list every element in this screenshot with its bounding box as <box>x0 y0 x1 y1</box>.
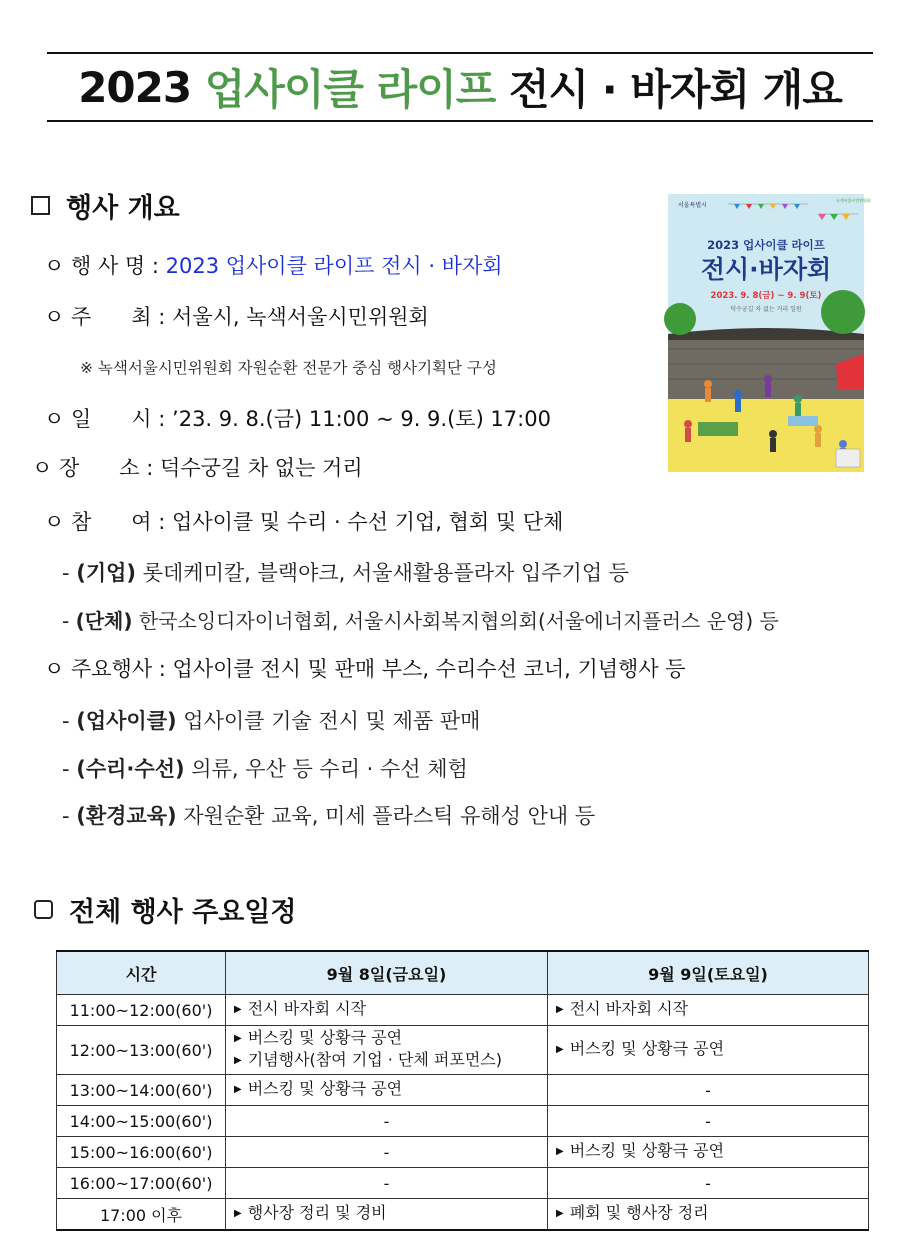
document-title <box>47 52 873 122</box>
schedule-event <box>234 1028 539 1050</box>
time-cell: 15:00~16:00(60') <box>57 1137 226 1168</box>
section-schedule-heading <box>34 890 296 929</box>
time-cell: 12:00~13:00(60') <box>57 1026 226 1075</box>
schedule-table <box>56 950 869 1231</box>
time-cell: 14:00~15:00(60') <box>57 1106 226 1137</box>
schedule-event <box>234 1050 539 1072</box>
time-cell: 17:00 이후 <box>57 1199 226 1231</box>
schedule-event-text: 행사장 정리 및 경비 <box>247 1203 387 1222</box>
bullet-triangle-icon: ▶ <box>556 1044 564 1055</box>
participants-value: 업사이클 및 수리 · 수선 기업, 협회 및 단체 <box>172 510 564 534</box>
day2-cell <box>548 1026 869 1075</box>
time-cell: 11:00~12:00(60') <box>57 995 226 1026</box>
event-name-label: ㅇ 행 사 명 : <box>44 254 159 278</box>
day2-cell: - <box>548 1106 869 1137</box>
schedule-event-text: 버스킹 및 상황극 공연 <box>247 1079 403 1098</box>
poster-logo: 서울특별시 <box>678 202 707 209</box>
table-row <box>57 1168 869 1199</box>
main-event-tag: (수리·수선) <box>76 757 185 781</box>
table-row <box>57 995 869 1026</box>
main-event-text: 업사이클 기술 전시 및 제품 판매 <box>183 709 481 733</box>
participant-text: 한국소잉디자이너협회, 서울시사회복지협의회(서울에너지플러스 운영) 등 <box>138 609 779 633</box>
schedule-event <box>556 999 860 1021</box>
section-overview-title: 행사 개요 <box>66 193 180 224</box>
schedule-event-text: 전시 바자회 시작 <box>569 999 689 1018</box>
table-row <box>57 1075 869 1106</box>
day2-cell <box>548 1199 869 1231</box>
schedule-event <box>556 1141 860 1163</box>
participant-item: - (단체) 한국소잉디자이너협회, 서울시사회복지협의회(서울에너지플러스 운영) 등 <box>62 609 779 633</box>
host-note: ※ 녹색서울시민위원회 자원순환 전문가 중심 행사기획단 구성 <box>80 359 497 377</box>
table-row <box>57 1026 869 1075</box>
time-cell: 16:00~17:00(60') <box>57 1168 226 1199</box>
date-label: ㅇ 일 시 : <box>44 407 166 431</box>
participants-label: ㅇ 참 여 : <box>44 510 166 534</box>
table-row <box>57 1137 869 1168</box>
schedule-event <box>234 999 539 1021</box>
day1-cell <box>226 1199 548 1231</box>
schedule-event-text: 버스킹 및 상황극 공연 <box>569 1039 725 1058</box>
bullet-triangle-icon: ▶ <box>234 1004 242 1015</box>
main-event-item: - (업사이클) 업사이클 기술 전시 및 제품 판매 <box>62 709 481 733</box>
title-rest: 전시 · 바자회 개요 <box>508 65 842 114</box>
main-event-label: ㅇ 주요행사 : <box>44 657 166 681</box>
section-schedule-title: 전체 행사 주요일정 <box>69 897 297 928</box>
title-year: 2023 <box>78 62 192 112</box>
day1-cell <box>226 1075 548 1106</box>
bullet-triangle-icon: ▶ <box>234 1055 242 1066</box>
column-header-day1: 9월 8일(금요일) <box>226 951 548 995</box>
poster-place: 덕수궁길 차 없는 거리 일원 <box>730 306 802 313</box>
host-value: 서울시, 녹색서울시민위원회 <box>172 305 429 329</box>
place-label: ㅇ 장 소 : <box>32 456 154 480</box>
day1-cell: - <box>226 1137 548 1168</box>
schedule-event <box>556 1039 860 1061</box>
schedule-event <box>234 1203 539 1225</box>
main-event-text: 의류, 우산 등 수리 · 수선 체험 <box>191 757 468 781</box>
schedule-event-text: 버스킹 및 상황극 공연 <box>247 1028 403 1047</box>
place-line <box>32 452 363 482</box>
day1-cell: - <box>226 1106 548 1137</box>
time-cell: 13:00~14:00(60') <box>57 1075 226 1106</box>
table-row <box>57 1199 869 1231</box>
main-event-item: - (환경교육) 자원순환 교육, 미세 플라스틱 유해성 안내 등 <box>62 804 596 828</box>
day2-cell <box>548 995 869 1026</box>
participants-line <box>44 506 563 536</box>
participant-item: - (기업) 롯데케미칼, 블랙야크, 서울새활용플라자 입주기업 등 <box>62 561 630 585</box>
date-line <box>44 403 551 433</box>
bullet-triangle-icon: ▶ <box>234 1208 242 1219</box>
bullet-triangle-icon: ▶ <box>556 1004 564 1015</box>
participant-tag: (기업) <box>76 561 137 585</box>
host-line <box>44 301 429 331</box>
main-event-tag: (업사이클) <box>76 709 177 733</box>
event-poster-image <box>668 194 871 472</box>
schedule-event <box>556 1203 860 1225</box>
date-value: ’23. 9. 8.(금) 11:00 ~ 9. 9.(토) 17:00 <box>172 407 551 431</box>
host-label: ㅇ 주 최 : <box>44 305 166 329</box>
table-header-row <box>57 951 869 995</box>
poster-title-line2: 전시·바자회 <box>700 255 832 284</box>
main-event-item: - (수리·수선) 의류, 우산 등 수리 · 수선 체험 <box>62 757 468 781</box>
column-header-time: 시간 <box>57 951 226 995</box>
checkbox-icon <box>34 900 53 919</box>
schedule-event-text: 전시 바자회 시작 <box>247 999 367 1018</box>
main-event-text: 자원순환 교육, 미세 플라스틱 유해성 안내 등 <box>183 804 596 828</box>
schedule-event-text: 폐회 및 행사장 정리 <box>569 1203 709 1222</box>
place-value: 덕수궁길 차 없는 거리 <box>160 456 363 480</box>
day1-cell: - <box>226 1168 548 1199</box>
poster-title-line1: 2023 업사이클 라이프 <box>707 238 825 252</box>
schedule-event-text: 기념행사(참여 기업 · 단체 퍼포먼스) <box>247 1050 503 1069</box>
participant-tag: (단체) <box>75 609 133 633</box>
day2-cell: - <box>548 1168 869 1199</box>
bullet-triangle-icon: ▶ <box>234 1033 242 1044</box>
bullet-triangle-icon: ▶ <box>556 1208 564 1219</box>
schedule-event <box>234 1079 539 1101</box>
event-name-value: 2023 업사이클 라이프 전시 · 바자회 <box>165 254 503 278</box>
column-header-day2: 9월 9일(토요일) <box>548 951 869 995</box>
day2-cell: - <box>548 1075 869 1106</box>
poster-date: 2023. 9. 8(금) ~ 9. 9(토) <box>710 291 822 301</box>
bullet-triangle-icon: ▶ <box>234 1084 242 1095</box>
main-event-value: 업사이클 전시 및 판매 부스, 수리수선 코너, 기념행사 등 <box>172 657 686 681</box>
bullet-triangle-icon: ▶ <box>556 1146 564 1157</box>
table-row <box>57 1106 869 1137</box>
section-overview-heading <box>31 186 180 225</box>
schedule-event-text: 버스킹 및 상황극 공연 <box>569 1141 725 1160</box>
title-green: 업사이클 라이프 <box>204 65 496 114</box>
main-event-tag: (환경교육) <box>76 804 177 828</box>
checkbox-icon <box>31 196 50 215</box>
main-event-line <box>44 653 686 683</box>
poster-slogan: 녹색서울시민위원회 <box>836 198 871 203</box>
day1-cell <box>226 1026 548 1075</box>
event-name-line <box>44 250 503 280</box>
day1-cell <box>226 995 548 1026</box>
participant-text: 롯데케미칼, 블랙야크, 서울새활용플라자 입주기업 등 <box>142 561 630 585</box>
day2-cell <box>548 1137 869 1168</box>
